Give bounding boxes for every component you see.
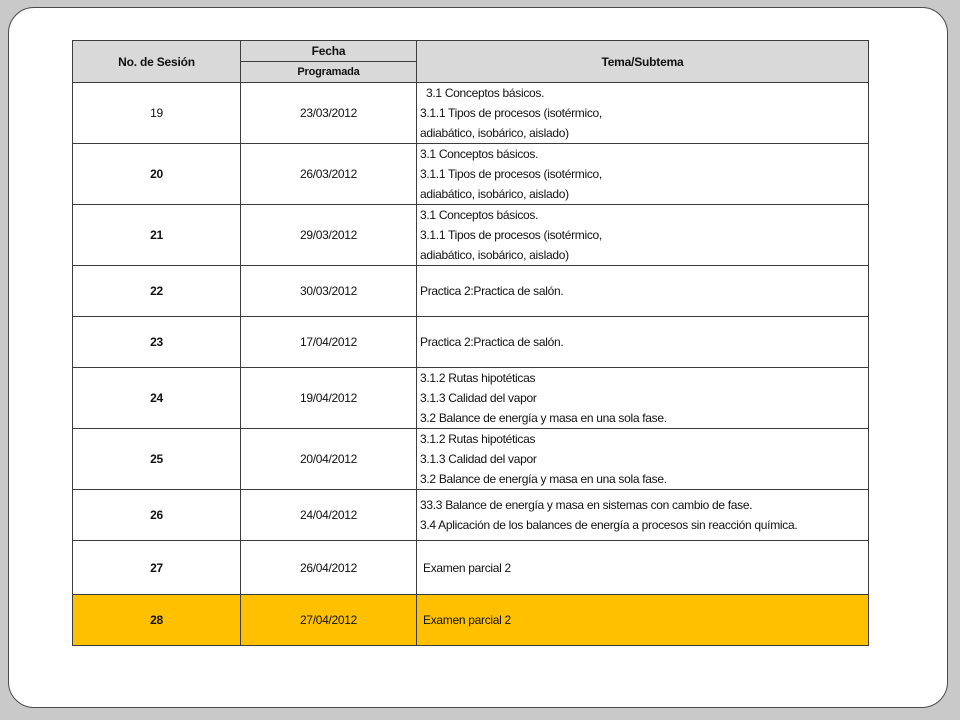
topic-line: Practica 2:Practica de salón. [420, 335, 564, 349]
session-date: 24/04/2012 [241, 490, 417, 541]
session-topic [417, 490, 869, 541]
topic-line: adiabático, isobárico, aislado) [420, 126, 569, 140]
topic-line: 3.1 Conceptos básicos. [420, 208, 539, 222]
topic-line: 3.4 Aplicación de los balances de energía a procesos sin reacción química. [420, 518, 798, 532]
topic-line: Practica 2:Practica de salón. [420, 284, 564, 298]
session-date: 17/04/2012 [241, 317, 417, 368]
topic-line: 33.3 Balance de energía y masa en sistemas con cambio de fase. [420, 498, 753, 512]
topic-line: 3.1.3 Calidad del vapor [420, 391, 537, 405]
session-date: 30/03/2012 [241, 266, 417, 317]
table-row [73, 266, 869, 317]
topic-line: Examen parcial 2 [423, 613, 511, 627]
table-row [73, 205, 869, 266]
session-number: 20 [73, 144, 241, 205]
session-date: 20/04/2012 [241, 429, 417, 490]
topic-line: 3.1.2 Rutas hipotéticas [420, 432, 536, 446]
table-row [73, 368, 869, 429]
header-fecha-programada: Programada [241, 62, 417, 83]
header-sesion: No. de Sesión [73, 41, 241, 83]
table-row [73, 429, 869, 490]
session-number: 28 [73, 595, 241, 646]
session-number: 25 [73, 429, 241, 490]
topic-line: 3.2 Balance de energía y masa en una sola fase. [420, 411, 667, 425]
topic-line: 3.1 Conceptos básicos. [426, 86, 545, 100]
session-topic [417, 317, 869, 368]
table-row [73, 317, 869, 368]
session-number: 26 [73, 490, 241, 541]
session-number: 23 [73, 317, 241, 368]
session-topic [417, 83, 869, 144]
topic-line: 3.1.1 Tipos de procesos (isotérmico, [420, 106, 602, 120]
table-row-highlighted [73, 595, 869, 646]
topic-line: 3.1.2 Rutas hipotéticas [420, 371, 536, 385]
session-topic [417, 595, 869, 646]
slide-frame [8, 7, 948, 708]
session-topic [417, 266, 869, 317]
session-date: 29/03/2012 [241, 205, 417, 266]
topic-line: 3.2 Balance de energía y masa en una sola fase. [420, 472, 667, 486]
topic-line: adiabático, isobárico, aislado) [420, 248, 569, 262]
session-topic [417, 368, 869, 429]
topic-line: 3.1.3 Calidad del vapor [420, 452, 537, 466]
session-topic [417, 541, 869, 595]
session-number: 21 [73, 205, 241, 266]
table-row [73, 490, 869, 541]
session-number: 19 [73, 83, 241, 144]
topic-line: 3.1.1 Tipos de procesos (isotérmico, [420, 228, 602, 242]
session-number: 22 [73, 266, 241, 317]
session-date: 26/03/2012 [241, 144, 417, 205]
table-row [73, 541, 869, 595]
session-number: 24 [73, 368, 241, 429]
session-date: 23/03/2012 [241, 83, 417, 144]
header-fecha: Fecha [241, 41, 417, 62]
session-date: 26/04/2012 [241, 541, 417, 595]
session-date: 19/04/2012 [241, 368, 417, 429]
topic-line: 3.1.1 Tipos de procesos (isotérmico, [420, 167, 602, 181]
header-tema: Tema/Subtema [417, 41, 869, 83]
session-date: 27/04/2012 [241, 595, 417, 646]
topic-line: Examen parcial 2 [423, 560, 511, 575]
session-number: 27 [73, 541, 241, 595]
table-row [73, 83, 869, 144]
schedule-table [72, 40, 869, 646]
session-topic [417, 144, 869, 205]
session-topic [417, 429, 869, 490]
topic-line: adiabático, isobárico, aislado) [420, 187, 569, 201]
topic-line: 3.1 Conceptos básicos. [420, 147, 539, 161]
session-topic [417, 205, 869, 266]
table-row [73, 144, 869, 205]
